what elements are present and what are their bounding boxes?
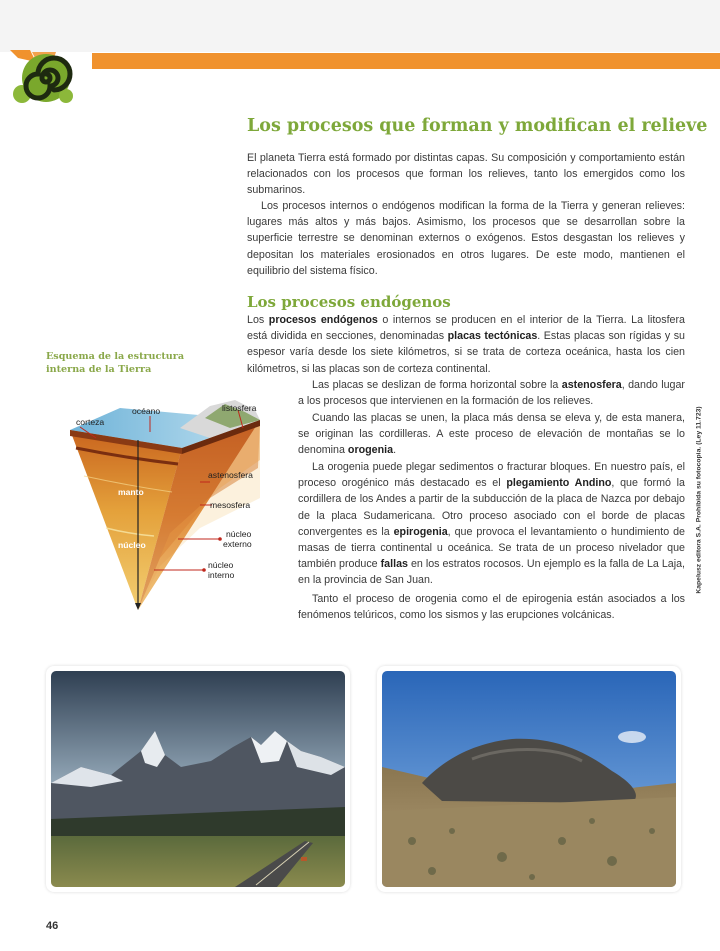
page-number: 46 [46, 920, 59, 932]
mountain-landscape-image [51, 671, 345, 887]
subsection-title: Los procesos endógenos [247, 293, 451, 311]
term-fallas: fallas [380, 558, 408, 571]
term-plegamiento-andino: plegamiento Andino [506, 477, 612, 490]
section-title: Los procesos que forman y modifican el relieve [247, 116, 708, 136]
photo-rock-formation [377, 666, 681, 892]
label-nucleo: núcleo [118, 540, 146, 550]
label-manto: manto [118, 487, 144, 497]
telluric-paragraph: Tanto el proceso de orogenia como el de epirogenia están asociados a los fenómenos telúricos, como los sismos y las erupciones volcánicas. [298, 593, 685, 622]
figure-caption: Esquema de la estructura interna de la Tierra [46, 351, 185, 375]
term-astenosfera: astenosfera [561, 379, 622, 391]
spiral-logo-icon [6, 48, 82, 110]
header-accent-bar [92, 53, 720, 69]
earth-structure-diagram [60, 398, 280, 620]
endogenous-paragraph: Los procesos endógenos o internos se producen en el interior de la Tierra. La litosfera está dividida en secciones, denominadas placas tectónicas. Estas placas son rígidas y su espesor varía desde los siete kilómetros, si se trata de corteza oceánica, hasta los cien kilómetros, si las placas son de corteza continental. [247, 314, 685, 375]
label-nucleo-externo-1: núcleo [226, 529, 252, 539]
label-oceano: océano [132, 406, 161, 416]
rock-landscape-image [382, 671, 676, 887]
copyright-notice: Kapelusz editora S.A. Prohibida su fotocopia. (Ley 11.723) [695, 406, 703, 594]
intro-paragraph: El planeta Tierra está formado por distintas capas. Su composición y comportamiento están relacionados con los procesos que forman los relieves, tanto los emergidos como los submarinos. [247, 152, 685, 197]
term-orogenia: orogenia [347, 444, 394, 457]
label-litosfera: listosfera [222, 403, 257, 413]
label-astenosfera: astenosfera [208, 470, 253, 480]
label-corteza: corteza [76, 417, 105, 427]
label-nucleo-externo-2: externo [223, 539, 252, 549]
term-epirogenia: epirogenia [393, 525, 448, 538]
label-nucleo-interno-1: núcleo [208, 560, 234, 570]
processes-paragraph: Los procesos internos o endógenos modifican la forma de la Tierra y generan relieves: lugares más altos y más bajos. Asimismo, los procesos que se desarrollan sobre la superficie terrestre se denominan externos o exógenos. Estos desgastan los relieves y depositan los materiales erosionados en otros lugares. De este modo, mantienen el equilibrio del sistema físico. [247, 200, 685, 277]
andean-paragraph: La orogenia puede plegar sedimentos o fracturar bloques. En nuestro país, el proceso orogénico más destacado es el plegamiento Andino, que formó la cordillera de los Andes a partir de la subducción de la placa de Nazca por debajo de la placa Sudamericana. Otro proceso asociado con el borde de placas convergentes es la epirogenia, que provoca el levantamiento o hundimiento de masas de tierra continental u oceánica. Se trata de un proceso nivelador que también produce fallas en los estratos rocosos. Un ejemplo es la falla de La Laja, en la provincia de San Juan. [298, 461, 685, 587]
plates-paragraph: Las placas se deslizan de forma horizontal sobre la astenosfera, dando lugar a los procesos que intervienen en la formación de los relieves. [298, 379, 685, 408]
term-procesos-endogenos: procesos endógenos [268, 314, 378, 326]
label-mesosfera: mesosfera [210, 500, 251, 510]
term-placas-tectonicas: placas tectónicas [447, 330, 538, 343]
orogeny-paragraph: Cuando las placas se unen, la placa más densa se eleva y, de esta manera, se originan las cordilleras. A este proceso de elevación de montañas se lo denomina orogenia. [298, 412, 685, 457]
label-nucleo-interno-2: interno [208, 570, 235, 580]
photo-mountain-range [46, 666, 350, 892]
